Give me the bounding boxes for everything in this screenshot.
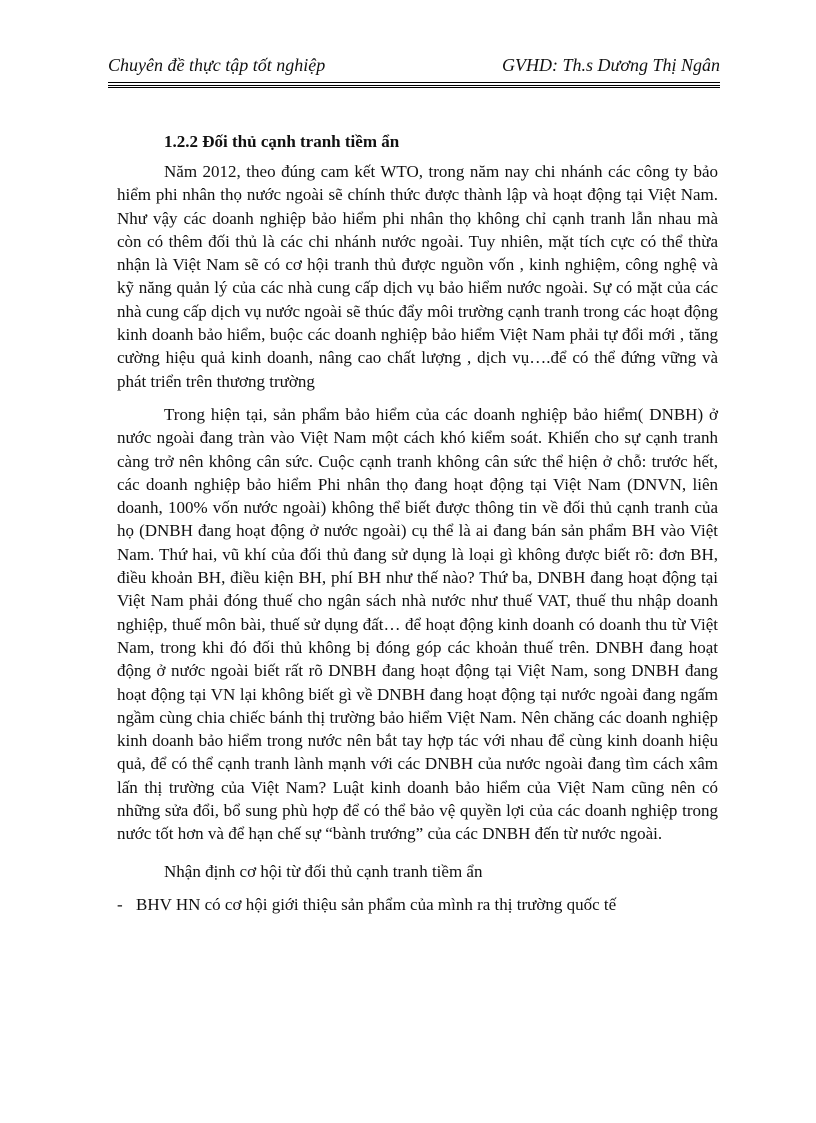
document-body bbox=[117, 130, 718, 916]
bullet-text: BHV HN có cơ hội giới thiệu sản phẩm của mình ra thị trường quốc tế bbox=[136, 894, 617, 914]
list-item bbox=[117, 893, 718, 916]
header-document-title: Chuyên đề thực tập tốt nghiệp bbox=[108, 55, 326, 75]
opportunity-intro: Nhận định cơ hội từ đối thủ cạnh tranh tiềm ẩn bbox=[164, 861, 483, 881]
paragraph-wto: Năm 2012, theo đúng cam kết WTO, trong năm nay chi nhánh các công ty bảo hiểm phi nhân thọ nước ngoài sẽ chính thức được thành lập và hoạt động tại Việt Nam. Như vậy các doanh nghiệp bảo hiểm phi nhân thọ không chỉ cạnh tranh lẫn nhau mà còn có thêm đối thủ là các chi nhánh nước ngoài. Tuy nhiên, mặt tích cực có thể thừa nhận là Việt Nam sẽ có cơ hội tranh thủ được nguồn vốn , kinh nghiệm, công nghệ và kỹ năng quản lý của các nhà cung cấp dịch vụ bảo hiểm nước ngoài. Sự có mặt của các nhà cung cấp dịch vụ nước ngoài sẽ thúc đẩy môi trường cạnh tranh trong các hoạt động kinh doanh bảo hiểm, buộc các doanh nghiệp bảo hiểm Việt Nam phải tự đổi mới , tăng cường hiệu quả kinh doanh, nâng cao chất lượng , dịch vụ….để có thể đứng vững và phát triển trên thương trường bbox=[117, 162, 718, 391]
bullet-marker: - bbox=[117, 894, 123, 914]
section-heading: 1.2.2 Đối thủ cạnh tranh tiềm ẩn bbox=[164, 132, 400, 151]
paragraph-competition: Trong hiện tại, sản phẩm bảo hiểm của các doanh nghiệp bảo hiểm( DNBH) ở nước ngoài đang tràn vào Việt Nam một cách khó kiểm soát. Khiến cho sự cạnh tranh càng trở nên không cân sức. Cuộc cạnh tranh không cân sức thể hiện ở chỗ: trước hết, các doanh nghiệp bảo hiểm Phi nhân thọ đang hoạt động tại Việt Nam (DNVN, liên doanh, 100% vốn nước ngoài) không thể biết được thông tin về đối thủ cạnh tranh của họ (DNBH đang hoạt động ở nước ngoài) cụ thể là ai đang bán sản phẩm BH vào Việt Nam. Thứ hai, vũ khí của đối thủ đang sử dụng là loại gì không được biết rõ: đơn BH, điều khoản BH, điều kiện BH, phí BH như thế nào? Thứ ba, DNBH đang hoạt động tại Việt Nam phải đóng thuế cho ngân sách nhà nước như thuế VAT, thuế thu nhập doanh nghiệp, thuế môn bài, thuế sử dụng đất… để hoạt động kinh doanh có doanh thu từ Việt Nam, trong khi đó đối thủ không bị đóng góp các khoản thuế trên. DNBH đang hoạt động ở nước ngoài biết rất rõ DNBH đang hoạt động tại Việt Nam, song DNBH đang hoạt động tại VN lại không biết gì về DNBH đang hoạt động tại nước ngoài đang ngấm ngầm cùng chia chiếc bánh thị trường bảo hiểm Việt Nam. Nên chăng các doanh nghiệp kinh doanh bảo hiểm trong nước nên bắt tay hợp tác với nhau để cùng kinh doanh hiệu quả, để có thể cạnh tranh lành mạnh với các DNBH của nước ngoài đang tìm cách xâm lấn thị trường của Việt Nam? Luật kinh doanh bảo hiểm của Việt Nam cũng nên có những sửa đổi, bổ sung phù hợp để có thể bảo vệ quyền lợi của các doanh nghiệp trong nước tốt hơn và để hạn chế sự “bành trướng” của các DNBH đến từ nước ngoài. bbox=[117, 404, 718, 844]
header-supervisor: GVHD: Th.s Dương Thị Ngân bbox=[502, 55, 720, 75]
page-header bbox=[108, 50, 720, 86]
header-divider bbox=[108, 82, 720, 88]
